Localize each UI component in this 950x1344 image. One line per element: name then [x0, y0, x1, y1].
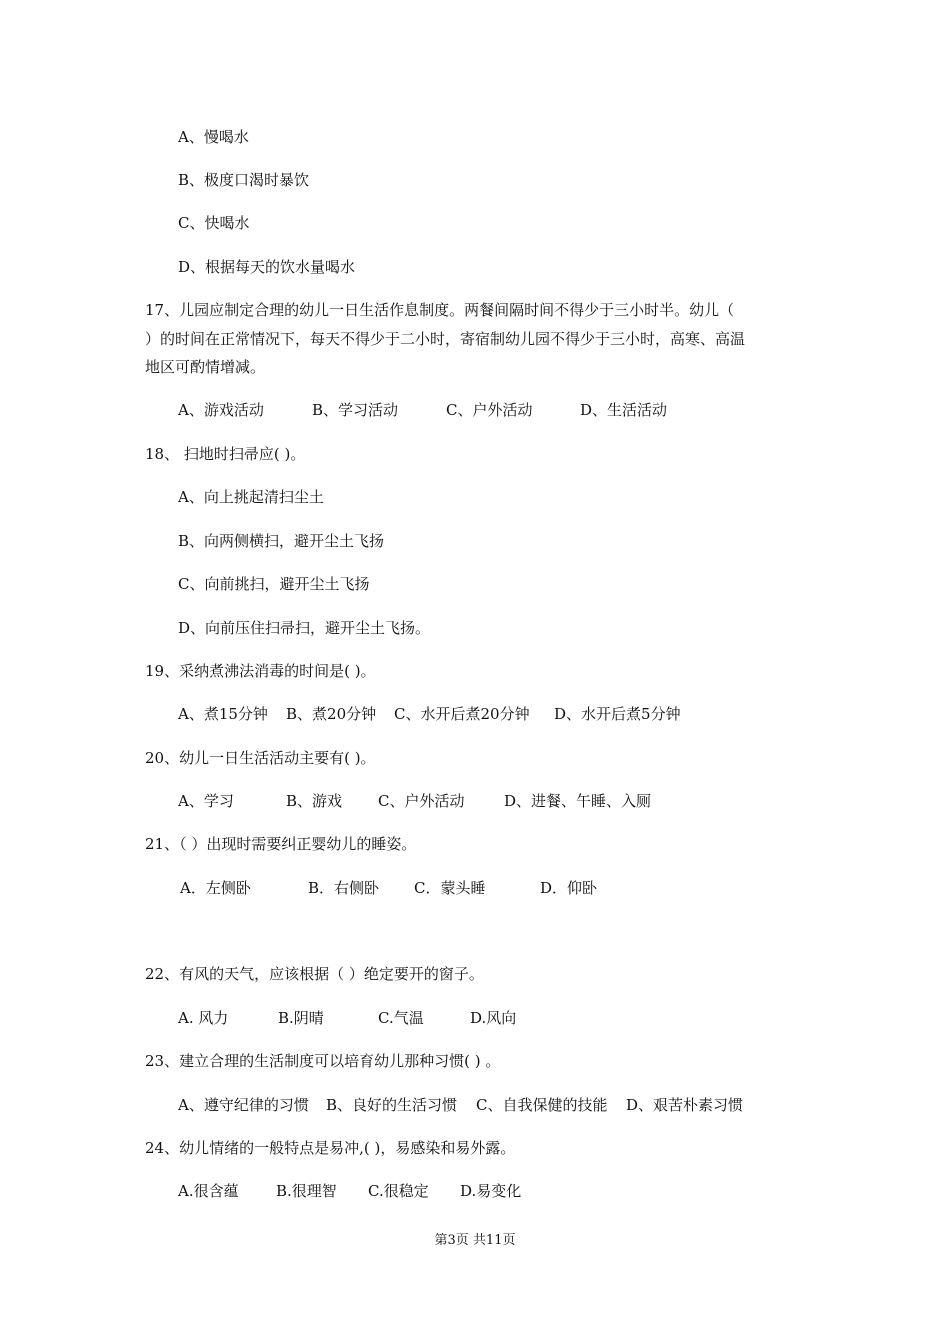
q24-options [178, 1181, 521, 1201]
q17-option-a: A、游戏活动 [178, 401, 264, 419]
q24-option-c: C.很稳定 [368, 1182, 429, 1200]
q21-options [180, 878, 597, 898]
q17-line-3: 地区可酌情增减。 [145, 358, 266, 376]
q20-option-b: B、游戏 [286, 792, 343, 810]
q16-option-b: B、极度口渴时暴饮 [178, 171, 310, 189]
q17-option-c: C、户外活动 [446, 401, 533, 419]
q21-question: 21、（ ）出现时需要纠正婴幼儿的睡姿。 [145, 835, 417, 853]
q22-option-a: A. 风力 [178, 1009, 229, 1027]
q22-option-d: D.风向 [470, 1009, 517, 1027]
q16-option-d: D、根据每天的饮水量喝水 [178, 258, 356, 276]
q19-option-b: B、煮20分钟 [286, 705, 377, 723]
q22-question: 22、有风的天气，应该根据（ ）绝定要开的窗子。 [145, 965, 484, 983]
q19-options [178, 704, 681, 724]
q17-option-b: B、学习活动 [312, 401, 399, 419]
q20-question: 20、幼儿一日生活活动主要有( )。 [145, 749, 376, 767]
q19-option-d: D、水开后煮5分钟 [554, 705, 681, 723]
q18-option-a: A、向上挑起清扫尘土 [178, 488, 324, 506]
q23-option-a: A、遵守纪律的习惯 [178, 1096, 309, 1114]
q22-options [178, 1008, 516, 1028]
q17-line-1: 17、儿园应制定合理的幼儿一日生活作息制度。两餐间隔时间不得少于三小时半。幼儿（ [145, 301, 735, 319]
q24-option-d: D.易变化 [460, 1182, 522, 1200]
q17-option-d: D、生活活动 [580, 401, 668, 419]
q21-option-b: B．右侧卧 [308, 879, 380, 897]
q24-question: 24、幼儿情绪的一般特点是易冲,( )，易感染和易外露。 [145, 1139, 516, 1157]
q16-option-a: A、慢喝水 [178, 128, 249, 146]
q18-question: 18、 扫地时扫帚应( )。 [145, 445, 306, 463]
q18-option-b: B、向两侧横扫，避开尘土飞扬 [178, 532, 385, 550]
q17-line-2: ）的时间在正常情况下，每天不得少于二小时，寄宿制幼儿园不得少于三小时，高寒、高温 [145, 330, 746, 348]
q22-option-b: B.阴晴 [278, 1009, 324, 1027]
q18-option-c: C、向前挑扫，避开尘土飞扬 [178, 575, 370, 593]
q19-question: 19、采纳煮沸法消毒的时间是( )。 [145, 662, 376, 680]
q20-option-d: D、进餐、午睡、入厕 [504, 792, 652, 810]
q20-option-a: A、学习 [178, 792, 234, 810]
q22-option-c: C.气温 [378, 1009, 424, 1027]
q21-option-a: A．左侧卧 [180, 879, 251, 897]
q20-options [178, 791, 651, 811]
q21-option-c: C．蒙头睡 [414, 879, 486, 897]
q18-option-d: D、向前压住扫帚扫，避开尘土飞扬。 [178, 619, 431, 637]
q17-options [178, 400, 667, 420]
q24-option-b: B.很理智 [276, 1182, 337, 1200]
q19-option-a: A、煮15分钟 [178, 705, 268, 723]
q21-option-d: D．仰卧 [540, 879, 598, 897]
q23-option-b: B、良好的生活习惯 [326, 1096, 458, 1114]
q23-options [178, 1095, 743, 1115]
q23-question: 23、建立合理的生活制度可以培育幼儿那种习惯( ) 。 [145, 1052, 501, 1070]
q23-option-c: C、自我保健的技能 [476, 1096, 608, 1114]
q23-option-d: D、艰苦朴素习惯 [626, 1096, 744, 1114]
q19-option-c: C、水开后煮20分钟 [394, 705, 530, 723]
q20-option-c: C、户外活动 [378, 792, 465, 810]
q24-option-a: A.很含蕴 [178, 1182, 239, 1200]
q16-option-c: C、快喝水 [178, 214, 250, 232]
page-number-footer: 第3页 共11页 [434, 1233, 516, 1248]
